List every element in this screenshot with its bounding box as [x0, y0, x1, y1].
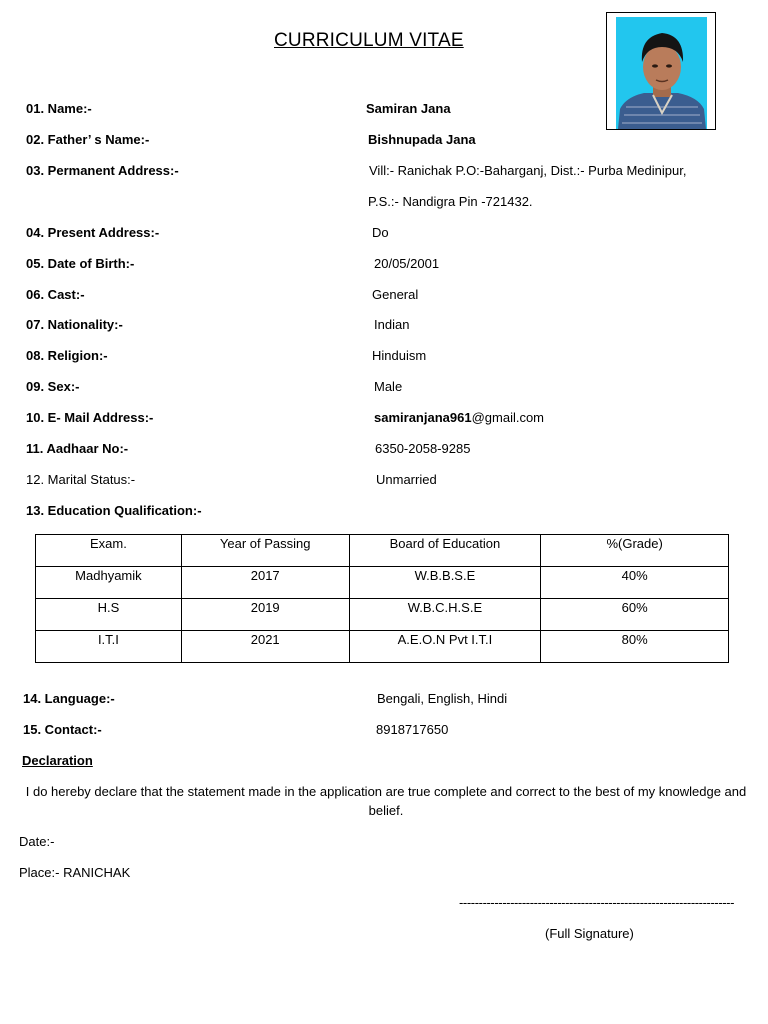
passport-photo [616, 17, 707, 129]
language-label: 14. Language:- [23, 691, 115, 706]
table-cell: A.E.O.N Pvt I.T.I [349, 631, 541, 663]
religion-value: Hinduism [372, 348, 427, 363]
dob-value: 20/05/2001 [374, 256, 440, 271]
date-label: Date:- [19, 834, 55, 849]
table-cell: I.T.I [36, 631, 182, 663]
place-label: Place:- RANICHAK [19, 865, 131, 880]
table-cell: Madhyamik [36, 567, 182, 599]
table-row [36, 599, 729, 631]
table-cell: W.B.B.S.E [349, 567, 541, 599]
language-value: Bengali, English, Hindi [377, 691, 508, 706]
father-name-label: 02. Father’ s Name:- [26, 132, 150, 147]
person-photo-icon [616, 17, 707, 129]
aadhaar-value: 6350-2058-9285 [375, 441, 471, 456]
signature-line: ---------------------------------------------------------------------- [459, 895, 735, 910]
email-domain: @gmail.com [471, 410, 545, 425]
email-value [374, 410, 544, 425]
religion-label: 08. Religion:- [26, 348, 108, 363]
permanent-address-line1: Vill:- Ranichak P.O:-Baharganj, Dist.:- Purba Medinipur, [369, 163, 687, 178]
document-title: CURRICULUM VITAE [274, 30, 464, 51]
contact-label: 15. Contact:- [23, 722, 102, 737]
email-label: 10. E- Mail Address:- [26, 410, 154, 425]
signature-label: (Full Signature) [545, 926, 634, 941]
cast-value: General [372, 287, 419, 302]
education-table [35, 534, 729, 663]
name-value: Samiran Jana [366, 101, 451, 116]
table-cell: 2021 [181, 631, 349, 663]
present-address-value: Do [372, 225, 389, 240]
cast-label: 06. Cast:- [26, 287, 85, 302]
aadhaar-label: 11. Aadhaar No:- [26, 441, 129, 456]
photo-frame [606, 12, 716, 130]
table-header-cell: Exam. [36, 535, 182, 567]
sex-label: 09. Sex:- [26, 379, 80, 394]
table-cell: H.S [36, 599, 182, 631]
table-cell: 2017 [181, 567, 349, 599]
marital-status-value: Unmarried [376, 472, 437, 487]
education-label: 13. Education Qualification:- [26, 503, 202, 518]
table-cell: W.B.C.H.S.E [349, 599, 541, 631]
table-header-cell: %(Grade) [541, 535, 729, 567]
contact-value: 8918717650 [376, 722, 449, 737]
nationality-label: 07. Nationality:- [26, 317, 123, 332]
table-cell: 60% [541, 599, 729, 631]
email-username: samiranjana961 [374, 410, 472, 425]
declaration-heading: Declaration [22, 753, 93, 768]
table-cell: 40% [541, 567, 729, 599]
table-header-cell: Board of Education [349, 535, 541, 567]
table-header-cell: Year of Passing [181, 535, 349, 567]
table-row [36, 567, 729, 599]
nationality-value: Indian [374, 317, 410, 332]
present-address-label: 04. Present Address:- [26, 225, 160, 240]
father-name-value: Bishnupada Jana [368, 132, 476, 147]
permanent-address-label: 03. Permanent Address:- [26, 163, 179, 178]
sex-value: Male [374, 379, 403, 394]
table-cell: 2019 [181, 599, 349, 631]
education-table-header [36, 535, 729, 567]
permanent-address-line2: P.S.:- Nandigra Pin -721432. [368, 194, 533, 209]
table-row [36, 631, 729, 663]
marital-status-label: 12. Marital Status:- [26, 472, 136, 487]
dob-label: 05. Date of Birth:- [26, 256, 135, 271]
declaration-text: I do hereby declare that the statement made in the application are true complete and correct to the best of my knowledge and belief. [25, 784, 747, 818]
table-cell: 80% [541, 631, 729, 663]
name-label: 01. Name:- [26, 101, 92, 116]
